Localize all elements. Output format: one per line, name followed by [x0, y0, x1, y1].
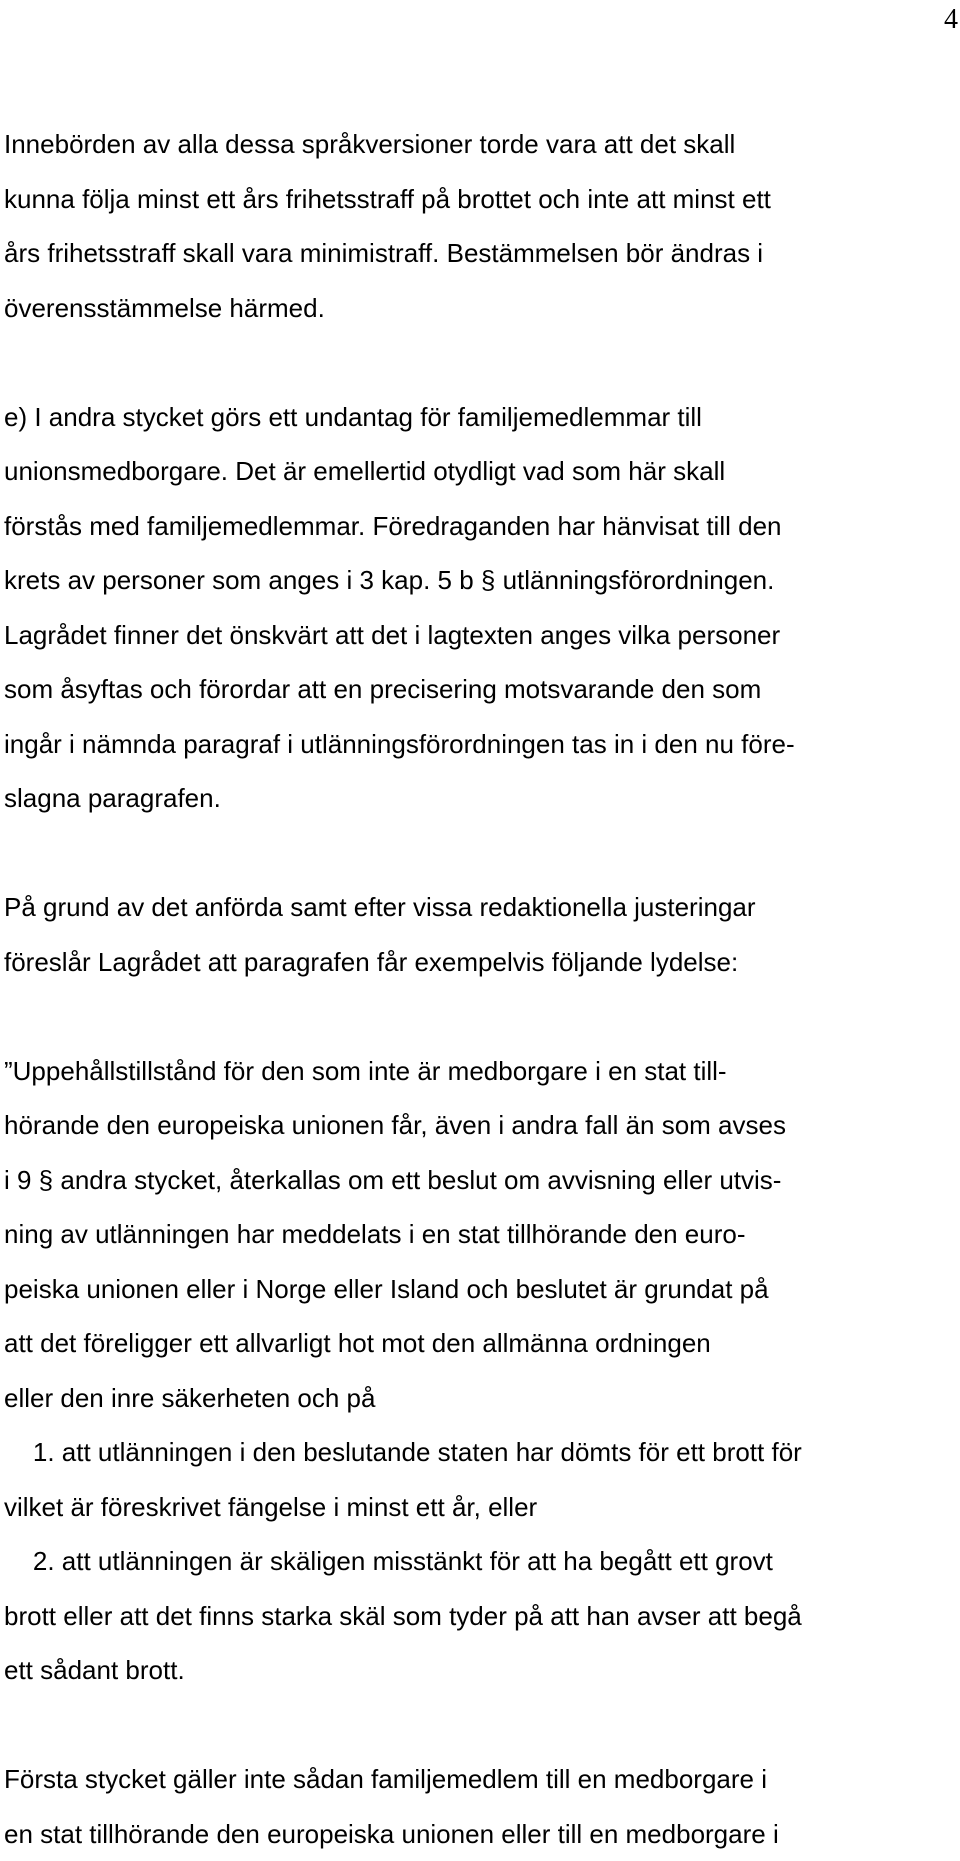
paragraph-first-section: [4, 1752, 960, 1861]
document-body: [4, 117, 960, 1861]
text-line: förstås med familjemedlemmar. Föredraganden har hänvisat till den: [4, 499, 960, 554]
text-line: eller den inre säkerheten och på: [4, 1371, 960, 1426]
list-item-line: 1. att utlänningen i den beslutande staten har dömts för ett brott för: [4, 1425, 960, 1480]
paragraph-gap: [4, 826, 960, 881]
text-line: ett sådant brott.: [4, 1643, 960, 1698]
text-line: brott eller att det finns starka skäl som tyder på att han avser att begå: [4, 1589, 960, 1644]
text-line: års frihetsstraff skall vara minimistraff. Bestämmelsen bör ändras i: [4, 226, 960, 281]
paragraph-proposal-intro: [4, 880, 960, 989]
paragraph-family-members: [4, 390, 960, 826]
text-line: i 9 § andra stycket, återkallas om ett beslut om avvisning eller utvis-: [4, 1153, 960, 1208]
text-line: Innebörden av alla dessa språkversioner torde vara att det skall: [4, 117, 960, 172]
paragraph-gap: [4, 989, 960, 1044]
paragraph-interpretation: [4, 117, 960, 335]
text-line: slagna paragrafen.: [4, 771, 960, 826]
list-item-line: 2. att utlänningen är skäligen misstänkt för att ha begått ett grovt: [4, 1534, 960, 1589]
text-line: överensstämmelse härmed.: [4, 281, 960, 336]
text-line: som åsyftas och förordar att en precisering motsvarande den som: [4, 662, 960, 717]
text-line: föreslår Lagrådet att paragrafen får exempelvis följande lydelse:: [4, 935, 960, 990]
text-line: På grund av det anförda samt efter vissa redaktionella justeringar: [4, 880, 960, 935]
paragraph-gap: [4, 335, 960, 390]
text-line: en stat tillhörande den europeiska unionen eller till en medborgare i: [4, 1807, 960, 1861]
text-line: ning av utlänningen har meddelats i en stat tillhörande den euro-: [4, 1207, 960, 1262]
text-line: att det föreligger ett allvarligt hot mot den allmänna ordningen: [4, 1316, 960, 1371]
text-line: peiska unionen eller i Norge eller Island och beslutet är grundat på: [4, 1262, 960, 1317]
text-line: ingår i nämnda paragraf i utlänningsförordningen tas in i den nu före-: [4, 717, 960, 772]
page-number: 4: [944, 2, 958, 38]
text-line: vilket är föreskrivet fängelse i minst ett år, eller: [4, 1480, 960, 1535]
paragraph-gap: [4, 1698, 960, 1753]
text-line: Lagrådet finner det önskvärt att det i lagtexten anges vilka personer: [4, 608, 960, 663]
text-line: hörande den europeiska unionen får, även i andra fall än som avses: [4, 1098, 960, 1153]
text-line: krets av personer som anges i 3 kap. 5 b § utlänningsförordningen.: [4, 553, 960, 608]
text-line: unionsmedborgare. Det är emellertid otydligt vad som här skall: [4, 444, 960, 499]
text-line: ”Uppehållstillstånd för den som inte är medborgare i en stat till-: [4, 1044, 960, 1099]
text-line: Första stycket gäller inte sådan familjemedlem till en medborgare i: [4, 1752, 960, 1807]
text-line: e) I andra stycket görs ett undantag för familjemedlemmar till: [4, 390, 960, 445]
text-line: kunna följa minst ett års frihetsstraff på brottet och inte att minst ett: [4, 172, 960, 227]
paragraph-proposed-text: [4, 1044, 960, 1698]
